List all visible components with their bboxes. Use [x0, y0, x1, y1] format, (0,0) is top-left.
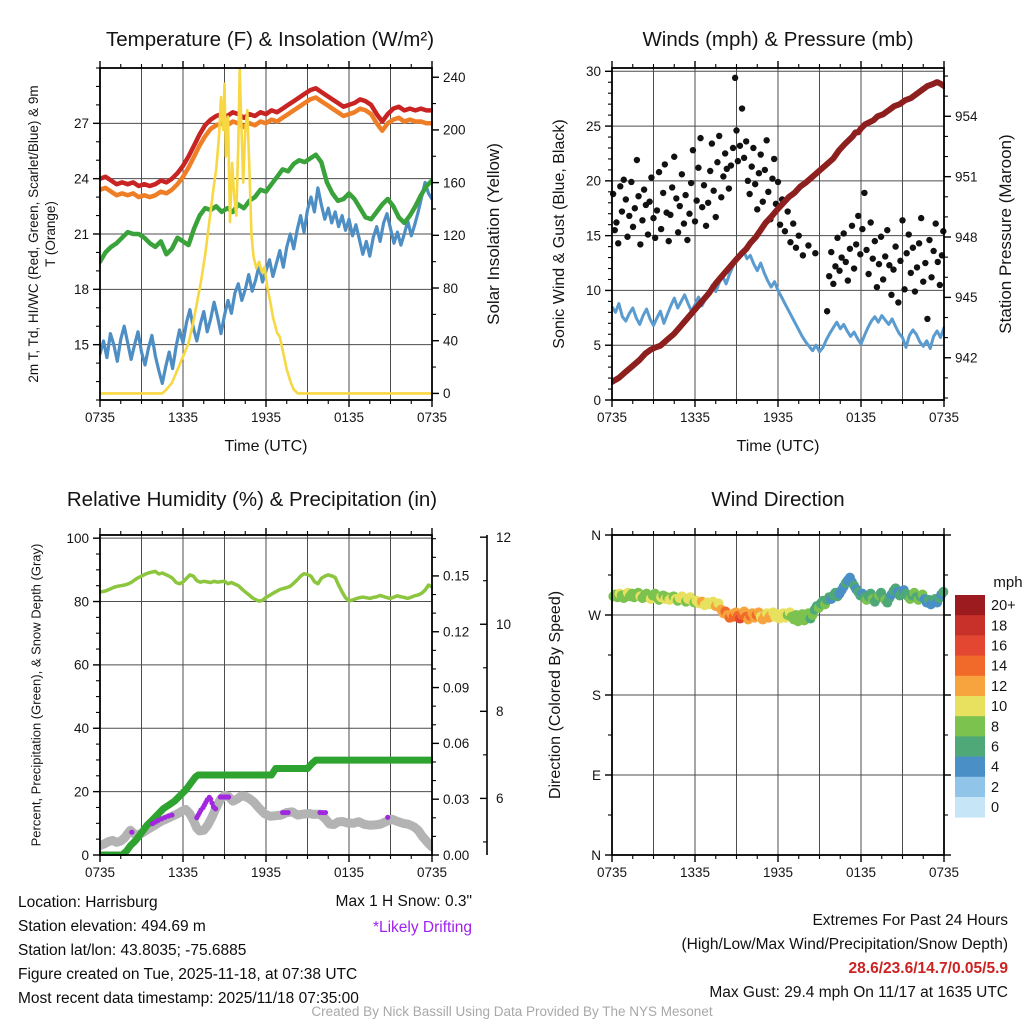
svg-text:0.15: 0.15 [443, 568, 470, 584]
svg-text:15: 15 [585, 228, 601, 244]
humidity-precip-chart [0, 480, 512, 920]
extremes-values: 28.6/23.6/14.7/0.05/5.9 [848, 960, 1008, 977]
svg-text:0: 0 [593, 392, 601, 408]
svg-text:0735: 0735 [596, 410, 628, 425]
y-label-direction: Direction (Colored By Speed) [547, 590, 564, 800]
svg-text:0.03: 0.03 [443, 791, 470, 807]
svg-text:10: 10 [496, 617, 512, 633]
svg-text:1335: 1335 [679, 865, 711, 880]
svg-text:200: 200 [443, 122, 466, 138]
svg-text:20+: 20+ [991, 598, 1016, 615]
svg-text:120: 120 [443, 228, 466, 244]
wind-direction-chart [512, 480, 1024, 920]
svg-text:40: 40 [443, 333, 459, 349]
svg-text:0.06: 0.06 [443, 736, 470, 752]
svg-text:40: 40 [73, 721, 89, 737]
svg-text:4: 4 [991, 759, 1000, 776]
svg-text:18: 18 [73, 282, 89, 298]
svg-text:240: 240 [443, 70, 466, 86]
svg-text:0135: 0135 [333, 865, 365, 880]
svg-text:1935: 1935 [250, 865, 282, 880]
svg-text:0.00: 0.00 [443, 847, 470, 863]
svg-text:8: 8 [991, 719, 1000, 736]
data-timestamp: Most recent data timestamp: 2025/11/18 07:35:00 [18, 990, 359, 1007]
svg-text:0: 0 [81, 847, 89, 863]
svg-text:0.09: 0.09 [443, 680, 470, 696]
station-latlon: Station lat/lon: 43.8035; -75.6885 [18, 942, 247, 959]
chart-title-winds: Winds (mph) & Pressure (mb) [642, 28, 914, 51]
svg-text:2: 2 [991, 779, 1000, 796]
svg-text:0735: 0735 [416, 865, 448, 880]
winds-pressure-chart [512, 0, 1024, 480]
svg-text:16: 16 [991, 638, 1008, 655]
max-gust: Max Gust: 29.4 mph On 11/17 at 1635 UTC [709, 984, 1008, 1001]
svg-text:80: 80 [443, 280, 459, 296]
svg-text:18: 18 [991, 618, 1008, 635]
y-label-percent-precip-snow: Percent, Precipitation (Green), & Snow Depth (Gray) [28, 543, 44, 847]
svg-text:60: 60 [73, 657, 89, 673]
y-label-temperature: 2m T, Td, HI/WC (Red, Green, Scarlet/Blue) & 9m T (Orange) [26, 85, 58, 383]
svg-text:W: W [588, 607, 601, 623]
svg-text:0135: 0135 [333, 410, 365, 425]
svg-text:10: 10 [991, 699, 1008, 716]
chart-title-temperature: Temperature (F) & Insolation (W/m²) [105, 28, 435, 51]
svg-text:8: 8 [496, 704, 504, 720]
svg-text:6: 6 [991, 739, 1000, 756]
svg-text:25: 25 [585, 118, 601, 134]
svg-text:N: N [591, 847, 601, 863]
extremes-subtitle: (High/Low/Max Wind/Precipitation/Snow Depth) [681, 936, 1008, 953]
station-elevation: Station elevation: 494.69 m [18, 918, 206, 935]
y-label-wind-gust: Sonic Wind & Gust (Blue, Black) [551, 119, 568, 349]
svg-text:1935: 1935 [762, 865, 794, 880]
svg-text:S: S [591, 687, 601, 703]
svg-text:20: 20 [585, 173, 601, 189]
svg-text:951: 951 [955, 169, 978, 185]
y-label-pressure: Station Pressure (Maroon) [996, 134, 1015, 334]
svg-text:0: 0 [991, 800, 1000, 817]
likely-drifting-annotation: *Likely Drifting [372, 919, 472, 936]
svg-text:1335: 1335 [679, 410, 711, 425]
svg-text:1335: 1335 [167, 410, 199, 425]
figure-created: Figure created on Tue, 2025-11-18, at 07:38 UTC [18, 966, 358, 983]
svg-text:20: 20 [73, 784, 89, 800]
svg-text:mph: mph [993, 574, 1023, 591]
svg-text:0735: 0735 [84, 865, 116, 880]
svg-text:942: 942 [955, 350, 978, 366]
svg-text:948: 948 [955, 229, 978, 245]
svg-text:100: 100 [66, 530, 89, 546]
temperature-insolation-chart [0, 0, 512, 480]
svg-text:160: 160 [443, 175, 466, 191]
svg-text:0: 0 [443, 386, 451, 402]
y-label-insolation: Solar Insolation (Yellow) [484, 143, 503, 325]
station-location: Location: Harrisburg [18, 894, 158, 911]
chart-title-wind-direction: Wind Direction [711, 488, 845, 511]
svg-text:0735: 0735 [928, 865, 960, 880]
svg-text:27: 27 [73, 116, 89, 132]
svg-text:6: 6 [496, 791, 504, 807]
svg-text:1935: 1935 [762, 410, 794, 425]
svg-text:1335: 1335 [167, 865, 199, 880]
svg-text:0135: 0135 [845, 865, 877, 880]
x-axis-label-right: Time (UTC) [736, 438, 820, 455]
svg-text:0735: 0735 [416, 410, 448, 425]
svg-text:10: 10 [585, 283, 601, 299]
svg-text:24: 24 [73, 171, 89, 187]
svg-text:21: 21 [73, 226, 89, 242]
svg-text:15: 15 [73, 337, 89, 353]
svg-text:0.12: 0.12 [443, 624, 470, 640]
svg-text:N: N [591, 527, 601, 543]
svg-text:954: 954 [955, 109, 978, 125]
chart-title-humidity: Relative Humidity (%) & Precipitation (in) [66, 488, 438, 511]
svg-text:0735: 0735 [928, 410, 960, 425]
svg-text:14: 14 [991, 658, 1008, 675]
svg-text:E: E [591, 767, 601, 783]
credit-line: Created By Nick Bassill Using Data Provided By The NYS Mesonet [311, 1004, 713, 1019]
svg-text:12: 12 [496, 529, 512, 545]
svg-text:0735: 0735 [596, 865, 628, 880]
svg-text:1935: 1935 [250, 410, 282, 425]
max-snow-annotation: Max 1 H Snow: 0.3" [335, 893, 472, 910]
svg-text:80: 80 [73, 594, 89, 610]
extremes-title: Extremes For Past 24 Hours [812, 912, 1008, 929]
svg-text:0135: 0135 [845, 410, 877, 425]
x-axis-label-left: Time (UTC) [224, 438, 308, 455]
svg-text:0735: 0735 [84, 410, 116, 425]
svg-text:30: 30 [585, 64, 601, 80]
svg-text:12: 12 [991, 678, 1008, 695]
svg-text:5: 5 [593, 338, 601, 354]
svg-text:945: 945 [955, 290, 978, 306]
